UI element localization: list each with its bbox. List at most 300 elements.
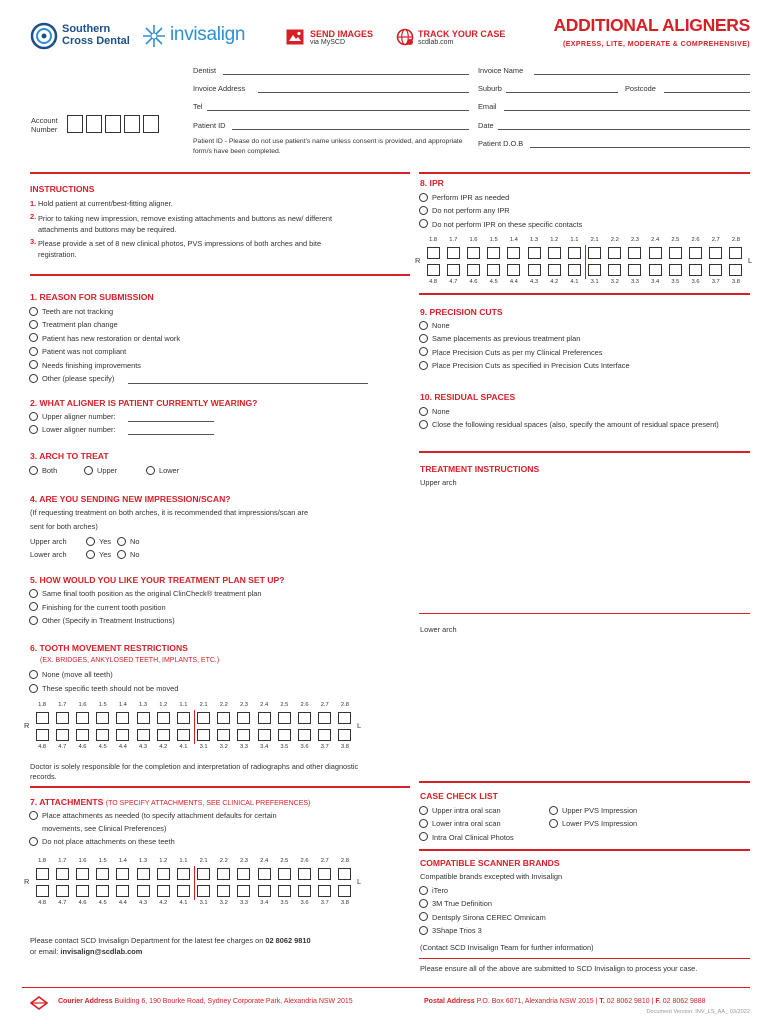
radio[interactable]: [84, 466, 93, 475]
section-5-title: 5. HOW WOULD YOU LIKE YOUR TREATMENT PLAN SET UP?: [30, 575, 285, 585]
left-side-label: L: [357, 721, 362, 730]
tooth-number: 3.3: [239, 744, 248, 750]
tooth-checkbox[interactable]: [507, 264, 520, 276]
contact-email[interactable]: invisalign@scdlab.com: [60, 947, 143, 956]
brand-name-line1: Southern: [62, 23, 111, 35]
midline-divider: [585, 245, 586, 279]
radio[interactable]: [419, 361, 428, 370]
tooth-checkbox[interactable]: [608, 264, 621, 276]
lower-no-option[interactable]: [117, 549, 139, 560]
send-images-label: SEND IMAGES: [310, 29, 374, 39]
contact-text: Please contact SCD Invisalign Department for the latest fee charges on: [30, 936, 264, 945]
section-8-title: 8. IPR: [420, 178, 444, 188]
patient-dob-label: Patient D.O.B: [478, 139, 524, 148]
tooth-checkbox[interactable]: [157, 729, 170, 741]
tooth-checkbox[interactable]: [96, 729, 109, 741]
page-subtitle: (EXPRESS, LITE, MODERATE & COMPREHENSIVE): [562, 41, 750, 48]
tooth-checkbox[interactable]: [157, 885, 170, 897]
attachments-needed-label: Place attachments as needed (to specify attachment defaults for certain: [42, 811, 277, 820]
ipr-option[interactable]: [419, 205, 510, 216]
tooth-number: 2.4: [260, 702, 269, 708]
tooth-number: 4.2: [159, 744, 168, 750]
track-case-label: TRACK YOUR CASE: [418, 29, 506, 39]
tooth-checkbox[interactable]: [447, 247, 460, 259]
tooth-checkbox[interactable]: [628, 247, 641, 259]
tooth-checkbox[interactable]: [318, 729, 331, 741]
tooth-number: 4.7: [58, 900, 67, 906]
divider: [419, 613, 750, 614]
tooth-checkbox[interactable]: [649, 264, 662, 276]
tooth-checkbox[interactable]: [237, 885, 250, 897]
radio[interactable]: [419, 912, 428, 921]
reason-option[interactable]: [29, 319, 118, 330]
precision-cut-option[interactable]: [419, 320, 450, 331]
treatment-lower-field[interactable]: [420, 637, 750, 777]
tooth-checkbox[interactable]: [217, 729, 230, 741]
tooth-checkbox[interactable]: [298, 729, 311, 741]
southern-cross-logo-icon: [30, 22, 58, 50]
tooth-number: 3.4: [260, 900, 269, 906]
tooth-checkbox[interactable]: [237, 712, 250, 724]
tooth-checkbox[interactable]: [608, 247, 621, 259]
reason-option[interactable]: [29, 346, 126, 357]
tooth-checkbox[interactable]: [96, 712, 109, 724]
reason-option[interactable]: [29, 373, 114, 384]
send-images-link[interactable]: [286, 26, 396, 48]
email-label: Email: [478, 102, 497, 111]
checklist-option[interactable]: [549, 805, 637, 816]
tooth-checkbox[interactable]: [689, 247, 702, 259]
reason-label: Other (please specify): [42, 374, 115, 383]
arch-lower-option[interactable]: [146, 465, 179, 476]
invisalign-star-icon: [142, 24, 166, 48]
tooth-checkbox[interactable]: [338, 729, 351, 741]
email-field[interactable]: [504, 110, 750, 111]
tooth-checkbox[interactable]: [548, 247, 561, 259]
radio[interactable]: [146, 466, 155, 475]
radio[interactable]: [117, 537, 126, 546]
checklist-option[interactable]: [419, 805, 501, 816]
left-side-label: L: [357, 877, 362, 886]
tooth-number: 1.8: [38, 858, 47, 864]
tooth-number: 4.7: [449, 279, 458, 285]
dentist-label: Dentist: [193, 66, 217, 75]
reason-label: Treatment plan change: [42, 320, 118, 330]
tooth-number-row: [423, 279, 746, 286]
tooth-checkbox[interactable]: [177, 712, 190, 724]
ipr-option[interactable]: [419, 219, 582, 230]
tooth-number: 4.6: [469, 279, 478, 285]
radio[interactable]: [29, 811, 38, 820]
tooth-checkbox[interactable]: [669, 247, 682, 259]
tooth-checkbox[interactable]: [709, 247, 722, 259]
radio[interactable]: [419, 206, 428, 215]
tooth-checkbox[interactable]: [427, 247, 440, 259]
tooth-checkbox[interactable]: [237, 868, 250, 880]
restriction-specific-option[interactable]: [29, 683, 178, 694]
radio[interactable]: [29, 360, 38, 369]
treatment-lower-arch-label: Lower arch: [420, 625, 457, 634]
radio[interactable]: [419, 407, 428, 416]
tooth-checkbox[interactable]: [76, 868, 89, 880]
tooth-number: 3.1: [199, 744, 208, 750]
tooth-number: 1.4: [509, 237, 518, 243]
tooth-number-row: [32, 702, 355, 709]
tooth-checkbox[interactable]: [76, 885, 89, 897]
section-2-title: 2. WHAT ALIGNER IS PATIENT CURRENTLY WEARING?: [30, 398, 258, 408]
tooth-checkbox[interactable]: [116, 885, 129, 897]
radio[interactable]: [419, 347, 428, 356]
tooth-checkbox[interactable]: [258, 868, 271, 880]
upper-no-option[interactable]: [117, 536, 139, 547]
divider: [419, 451, 750, 453]
radio[interactable]: [29, 374, 38, 383]
checklist-option[interactable]: [549, 818, 637, 829]
tooth-checkbox[interactable]: [237, 729, 250, 741]
divider: [30, 786, 410, 788]
tooth-checkbox[interactable]: [56, 868, 69, 880]
tooth-checkbox[interactable]: [217, 868, 230, 880]
tooth-checkbox[interactable]: [628, 264, 641, 276]
tooth-checkbox[interactable]: [36, 885, 49, 897]
account-number-label-1: Account: [31, 116, 58, 125]
radio[interactable]: [419, 899, 428, 908]
tooth-checkbox[interactable]: [528, 247, 541, 259]
tooth-checkbox[interactable]: [137, 729, 150, 741]
tooth-checkbox[interactable]: [177, 868, 190, 880]
tooth-number: 3.1: [590, 279, 599, 285]
tooth-checkbox[interactable]: [338, 885, 351, 897]
patient-id-note: Patient ID - Please do not use patient's name unless consent is provided, and appropriate form/s have been completed.: [193, 138, 463, 155]
tooth-number: 4.2: [550, 279, 559, 285]
divider: [419, 958, 750, 959]
impression-note-2: sent for both arches): [30, 522, 98, 531]
tooth-checkbox[interactable]: [116, 712, 129, 724]
tooth-checkbox[interactable]: [318, 885, 331, 897]
tooth-number: 3.1: [199, 900, 208, 906]
radio[interactable]: [29, 412, 38, 421]
ipr-label: Perform IPR as needed: [432, 193, 510, 202]
tooth-number: 2.1: [199, 858, 208, 864]
tooth-checkbox[interactable]: [177, 729, 190, 741]
setup-option[interactable]: [29, 602, 166, 613]
reason-option[interactable]: [29, 306, 113, 317]
scanner-option[interactable]: [419, 925, 482, 936]
radio[interactable]: [29, 333, 38, 342]
tooth-checkbox[interactable]: [36, 729, 49, 741]
scanner-option[interactable]: [419, 912, 546, 923]
tel-label: Tel: [193, 102, 203, 111]
tooth-checkbox[interactable]: [278, 868, 291, 880]
tooth-checkbox[interactable]: [729, 264, 742, 276]
tooth-checkbox[interactable]: [56, 885, 69, 897]
tooth-checkbox[interactable]: [96, 868, 109, 880]
radio[interactable]: [29, 616, 38, 625]
invoice-name-field[interactable]: [534, 74, 750, 75]
checklist-option[interactable]: [419, 818, 501, 829]
postal-address: [424, 998, 706, 1006]
tooth-checkbox[interactable]: [487, 247, 500, 259]
reason-option[interactable]: [29, 360, 141, 371]
tooth-checkbox[interactable]: [467, 247, 480, 259]
lower-aligner-option[interactable]: [29, 424, 116, 435]
tooth-checkbox[interactable]: [528, 264, 541, 276]
invisalign-wordmark: invisalign: [170, 24, 246, 45]
tooth-checkbox[interactable]: [197, 729, 210, 741]
account-digit-box[interactable]: [86, 115, 102, 133]
precision-cut-option[interactable]: [419, 360, 630, 371]
tooth-checkbox[interactable]: [278, 729, 291, 741]
divider: [419, 849, 750, 851]
radio[interactable]: [419, 321, 428, 330]
upper-aligner-option[interactable]: [29, 411, 116, 422]
tooth-checkbox[interactable]: [507, 247, 520, 259]
tooth-number: 2.7: [711, 237, 720, 243]
tooth-number: 2.3: [630, 237, 639, 243]
date-field[interactable]: [498, 129, 750, 130]
arch-both-label: Both: [42, 466, 58, 475]
radio[interactable]: [29, 684, 38, 693]
tooth-number: 1.3: [530, 237, 539, 243]
tooth-checkbox[interactable]: [709, 264, 722, 276]
section-7-title: [30, 797, 310, 808]
tooth-checkbox[interactable]: [116, 868, 129, 880]
courier-address: [58, 998, 353, 1006]
tooth-checkbox[interactable]: [36, 868, 49, 880]
tooth-checkbox[interactable]: [177, 885, 190, 897]
tooth-checkbox[interactable]: [318, 868, 331, 880]
radio[interactable]: [419, 806, 428, 815]
tooth-checkbox[interactable]: [278, 712, 291, 724]
setup-label: Finishing for the current tooth position: [42, 602, 166, 612]
precision-cut-label: None: [432, 321, 450, 330]
tooth-checkbox[interactable]: [96, 885, 109, 897]
checklist-option[interactable]: [419, 832, 514, 843]
tooth-checkbox[interactable]: [548, 264, 561, 276]
radio[interactable]: [29, 837, 38, 846]
radio[interactable]: [419, 819, 428, 828]
tooth-checkbox[interactable]: [318, 712, 331, 724]
setup-option[interactable]: [29, 615, 175, 626]
tooth-number: 1.5: [489, 237, 498, 243]
patient-id-label: Patient ID: [193, 121, 226, 130]
radio[interactable]: [29, 425, 38, 434]
precision-cut-option[interactable]: [419, 347, 602, 358]
checklist-label: Lower PVS Impression: [562, 819, 638, 829]
invoice-address-field[interactable]: [258, 92, 469, 93]
tooth-number: 3.7: [320, 900, 329, 906]
tooth-checkbox[interactable]: [157, 868, 170, 880]
divider: [419, 293, 750, 295]
radio[interactable]: [29, 307, 38, 316]
tooth-checkbox[interactable]: [137, 712, 150, 724]
radio[interactable]: [419, 886, 428, 895]
suburb-field[interactable]: [506, 92, 618, 93]
footer-divider: [22, 987, 750, 988]
tooth-checkbox[interactable]: [487, 264, 500, 276]
tooth-checkbox[interactable]: [157, 712, 170, 724]
tooth-checkbox[interactable]: [197, 885, 210, 897]
setup-option[interactable]: [29, 588, 261, 599]
tooth-checkbox[interactable]: [116, 729, 129, 741]
tooth-number: 1.1: [179, 702, 188, 708]
tooth-checkbox[interactable]: [338, 868, 351, 880]
tooth-checkbox[interactable]: [568, 247, 581, 259]
radio[interactable]: [29, 670, 38, 679]
tooth-box-row: [36, 729, 359, 741]
tooth-checkbox[interactable]: [137, 868, 150, 880]
tooth-checkbox[interactable]: [427, 264, 440, 276]
globe-icon: [396, 28, 414, 46]
track-case-link[interactable]: [396, 26, 516, 48]
precision-cut-option[interactable]: [419, 333, 580, 344]
upper-yes-option[interactable]: [86, 536, 111, 547]
arch-upper-option[interactable]: [84, 465, 117, 476]
radio[interactable]: [419, 219, 428, 228]
tel-field[interactable]: [207, 110, 469, 111]
radio[interactable]: [419, 193, 428, 202]
account-digit-box[interactable]: [105, 115, 121, 133]
radio[interactable]: [29, 347, 38, 356]
tooth-checkbox[interactable]: [76, 729, 89, 741]
tooth-number: 4.3: [139, 900, 148, 906]
tooth-checkbox[interactable]: [298, 868, 311, 880]
tooth-number: 4.1: [570, 279, 579, 285]
tooth-checkbox[interactable]: [258, 885, 271, 897]
tooth-checkbox[interactable]: [568, 264, 581, 276]
tooth-checkbox[interactable]: [258, 712, 271, 724]
tooth-number-row: [32, 858, 355, 865]
tooth-checkbox[interactable]: [467, 264, 480, 276]
dentist-field[interactable]: [223, 74, 469, 75]
section-4-title: 4. ARE YOU SENDING NEW IMPRESSION/SCAN?: [30, 494, 231, 504]
tooth-checkbox[interactable]: [278, 885, 291, 897]
radio[interactable]: [86, 550, 95, 559]
patient-id-field[interactable]: [232, 129, 469, 130]
arch-both-option[interactable]: [29, 465, 57, 476]
courier-value: Building 6, 190 Bourke Road, Sydney Corporate Park, Alexandria NSW 2015: [114, 998, 353, 1005]
tooth-number: 4.3: [139, 744, 148, 750]
tooth-number: 4.1: [179, 900, 188, 906]
precision-cut-label: Same placements as previous treatment plan: [432, 334, 581, 344]
radio[interactable]: [117, 550, 126, 559]
tooth-checkbox[interactable]: [197, 712, 210, 724]
instructions-title: INSTRUCTIONS: [30, 184, 95, 194]
upper-aligner-field[interactable]: [128, 421, 214, 422]
scanner-option[interactable]: [419, 898, 492, 909]
tooth-checkbox[interactable]: [217, 712, 230, 724]
ipr-option[interactable]: [419, 192, 509, 203]
scanner-option[interactable]: [419, 885, 448, 896]
phone-label: T.: [599, 998, 605, 1005]
account-digit-box[interactable]: [67, 115, 83, 133]
treatment-upper-arch-label: Upper arch: [420, 478, 457, 487]
tooth-number: 4.8: [429, 279, 438, 285]
account-digit-box[interactable]: [143, 115, 159, 133]
tooth-checkbox[interactable]: [197, 868, 210, 880]
attachments-none-option[interactable]: [29, 836, 175, 847]
tooth-number: 1.7: [58, 702, 67, 708]
radio[interactable]: [419, 926, 428, 935]
radio[interactable]: [29, 466, 38, 475]
patient-dob-field[interactable]: [530, 147, 750, 148]
checklist-label: Upper intra oral scan: [432, 806, 501, 815]
restriction-none-option[interactable]: [29, 669, 113, 680]
checklist-label: Upper PVS Impression: [562, 806, 638, 815]
reason-option[interactable]: [29, 333, 180, 344]
tooth-checkbox[interactable]: [298, 885, 311, 897]
tooth-checkbox[interactable]: [298, 712, 311, 724]
radio[interactable]: [29, 320, 38, 329]
tooth-checkbox[interactable]: [56, 729, 69, 741]
tooth-checkbox[interactable]: [588, 264, 601, 276]
lower-yes-option[interactable]: [86, 549, 111, 560]
tooth-checkbox[interactable]: [689, 264, 702, 276]
radio[interactable]: [419, 832, 428, 841]
tooth-number: 1.4: [118, 702, 127, 708]
tooth-checkbox[interactable]: [649, 247, 662, 259]
account-digit-box[interactable]: [124, 115, 140, 133]
radio[interactable]: [29, 602, 38, 611]
account-number-label-2: Number: [31, 125, 58, 134]
tooth-checkbox[interactable]: [36, 712, 49, 724]
section-3-title: 3. ARCH TO TREAT: [30, 451, 109, 461]
other-reason-field[interactable]: [128, 383, 368, 384]
tooth-checkbox[interactable]: [447, 264, 460, 276]
radio[interactable]: [419, 334, 428, 343]
divider: [30, 172, 410, 174]
radio[interactable]: [29, 589, 38, 598]
tooth-checkbox[interactable]: [137, 885, 150, 897]
residual-close-label: Close the following residual spaces (also, specify the amount of residual space present): [432, 420, 719, 429]
right-side-label: R: [24, 721, 30, 730]
tooth-checkbox[interactable]: [56, 712, 69, 724]
treatment-upper-field[interactable]: [420, 490, 750, 610]
postcode-field[interactable]: [664, 92, 750, 93]
tooth-number: 2.7: [320, 858, 329, 864]
upper-arch-label: Upper arch: [30, 537, 67, 546]
tooth-checkbox[interactable]: [76, 712, 89, 724]
radio[interactable]: [86, 537, 95, 546]
tooth-checkbox[interactable]: [588, 247, 601, 259]
tooth-number: 4.4: [118, 744, 127, 750]
tooth-number: 2.1: [199, 702, 208, 708]
attachments-needed-option[interactable]: [29, 810, 277, 821]
divider: [30, 274, 410, 276]
tooth-checkbox[interactable]: [729, 247, 742, 259]
tooth-number: 2.4: [651, 237, 660, 243]
radio[interactable]: [549, 806, 558, 815]
radio[interactable]: [419, 420, 428, 429]
treatment-instructions-title: TREATMENT INSTRUCTIONS: [420, 464, 540, 474]
tooth-checkbox[interactable]: [338, 712, 351, 724]
tooth-number: 3.4: [260, 744, 269, 750]
tooth-box-row: [427, 247, 750, 259]
tooth-checkbox[interactable]: [669, 264, 682, 276]
page-title: ADDITIONAL ALIGNERS: [553, 15, 750, 35]
radio[interactable]: [549, 819, 558, 828]
residual-none-option[interactable]: [419, 406, 450, 417]
lower-aligner-field[interactable]: [128, 434, 214, 435]
tooth-number: 3.8: [340, 744, 349, 750]
no-label: No: [130, 550, 140, 559]
tooth-checkbox[interactable]: [217, 885, 230, 897]
tooth-number: 1.6: [469, 237, 478, 243]
account-number-boxes[interactable]: [67, 115, 162, 133]
tooth-checkbox[interactable]: [258, 729, 271, 741]
residual-close-option[interactable]: [419, 419, 719, 430]
tooth-number: 3.6: [300, 900, 309, 906]
